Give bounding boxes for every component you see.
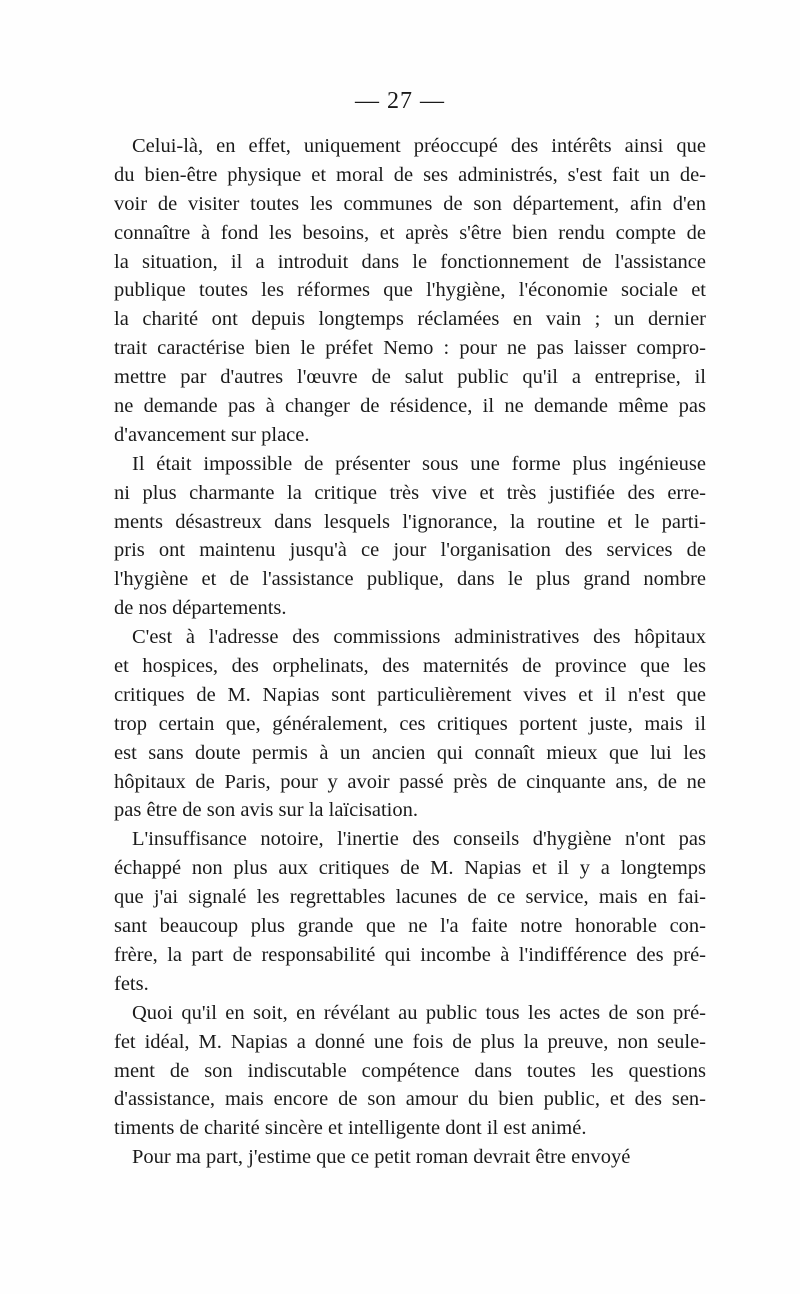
text-line: d'assistance, mais encore de son amour du bien public, et des sen- <box>114 1088 706 1111</box>
text-line: voir de visiter toutes les communes de son département, afin d'en <box>114 192 706 215</box>
text-line: C'est à l'adresse des commissions administratives des hôpitaux <box>132 626 706 649</box>
text-line: ments désastreux dans lesquels l'ignorance, la routine et le parti- <box>114 510 706 533</box>
page-number: — 27 — <box>355 88 445 114</box>
text-line: fet idéal, M. Napias a donné une fois de plus la preuve, non seule- <box>114 1030 706 1053</box>
text-line: de nos départements. <box>114 597 287 620</box>
paragraph <box>114 132 706 450</box>
text-line: fets. <box>114 972 149 995</box>
text-line: du bien-être physique et moral de ses administrés, s'est fait un de- <box>114 163 706 186</box>
text-line: ment de son indiscutable compétence dans toutes les questions <box>114 1059 706 1082</box>
text-line: ni plus charmante la critique très vive et très justifiée des erre- <box>114 481 706 504</box>
text-line: critiques de M. Napias sont particulièrement vives et il n'est que <box>114 683 706 706</box>
paragraph <box>114 999 706 1143</box>
text-line: que j'ai signalé les regrettables lacunes de ce service, mais en fai- <box>114 886 706 909</box>
text-line: la situation, il a introduit dans le fonctionnement de l'assistance <box>114 250 706 273</box>
paragraph <box>114 1143 706 1172</box>
text-line: Pour ma part, j'estime que ce petit roman devrait être envoyé <box>132 1146 631 1169</box>
text-line: L'insuffisance notoire, l'inertie des conseils d'hygiène n'ont pas <box>132 828 706 851</box>
text-line: d'avancement sur place. <box>114 423 310 446</box>
text-line: pris ont maintenu jusqu'à ce jour l'organisation des services de <box>114 539 706 562</box>
text-line: la charité ont depuis longtemps réclamées en vain ; un dernier <box>114 308 706 331</box>
text-line: trait caractérise bien le préfet Nemo : pour ne pas laisser compro- <box>114 337 706 360</box>
text-line: frère, la part de responsabilité qui incombe à l'indifférence des pré- <box>114 943 706 966</box>
body-text <box>114 132 706 1172</box>
paragraph <box>114 450 706 623</box>
text-line: hôpitaux de Paris, pour y avoir passé près de cinquante ans, de ne <box>114 770 706 793</box>
text-line: Il était impossible de présenter sous une forme plus ingénieuse <box>132 452 706 475</box>
text-line: est sans doute permis à un ancien qui connaît mieux que lui les <box>114 741 706 764</box>
text-line: et hospices, des orphelinats, des maternités de province que les <box>114 655 706 678</box>
text-line: mettre par d'autres l'œuvre de salut public qu'il a entreprise, il <box>114 366 706 389</box>
text-line: connaître à fond les besoins, et après s'être bien rendu compte de <box>114 221 706 244</box>
paragraph <box>114 825 706 998</box>
text-line: pas être de son avis sur la laïcisation. <box>114 799 418 822</box>
text-line: l'hygiène et de l'assistance publique, dans le plus grand nombre <box>114 568 706 591</box>
text-line: échappé non plus aux critiques de M. Napias et il y a longtemps <box>114 857 706 880</box>
paragraph <box>114 623 706 825</box>
text-line: trop certain que, généralement, ces critiques portent juste, mais il <box>114 712 706 735</box>
text-line: ne demande pas à changer de résidence, il ne demande même pas <box>114 395 706 418</box>
text-line: timents de charité sincère et intelligente dont il est animé. <box>114 1117 587 1140</box>
text-line: publique toutes les réformes que l'hygiène, l'économie sociale et <box>114 279 706 302</box>
text-line: sant beaucoup plus grande que ne l'a faite notre honorable con- <box>114 915 706 938</box>
text-line: Celui-là, en effet, uniquement préoccupé des intérêts ainsi que <box>132 135 706 157</box>
text-line: Quoi qu'il en soit, en révélant au public tous les actes de son pré- <box>132 1001 706 1024</box>
